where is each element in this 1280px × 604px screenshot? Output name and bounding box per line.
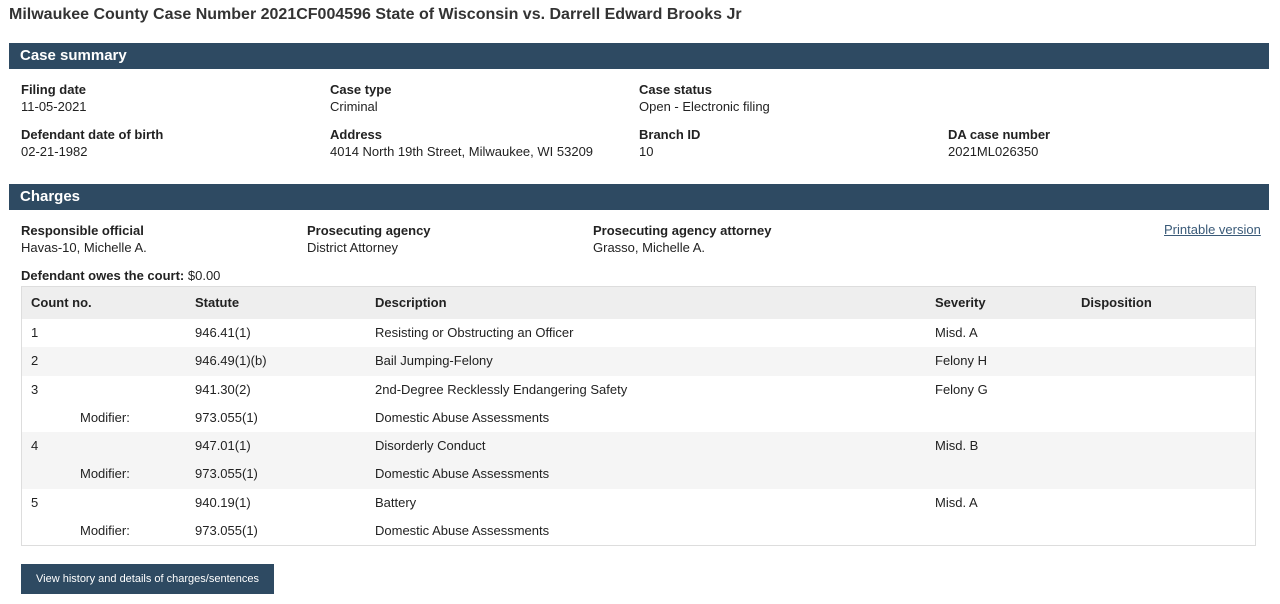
- address-field: [330, 127, 593, 160]
- court-balance: [21, 268, 220, 283]
- table-row-modifier: [22, 517, 1255, 545]
- printable-version-link[interactable]: Printable version: [1164, 222, 1261, 237]
- description-cell: Bail Jumping-Felony: [375, 353, 493, 369]
- table-row: [22, 376, 1255, 404]
- count-cell: 5: [31, 494, 39, 510]
- prosecuting-agency-label: Prosecuting agency: [307, 223, 431, 238]
- court-balance-value: $0.00: [187, 268, 221, 283]
- address-label: Address: [330, 127, 383, 142]
- page-title: Milwaukee County Case Number 2021CF004596 State of Wisconsin vs. Darrell Edward Brooks Jr: [9, 6, 742, 23]
- prosecuting-agency-value: District Attorney: [307, 240, 399, 255]
- table-row-modifier: [22, 460, 1255, 488]
- branch-value: 10: [639, 144, 654, 159]
- table-row: [22, 347, 1255, 375]
- count-cell: 2: [31, 353, 39, 369]
- modifier-label: Modifier:: [80, 466, 130, 482]
- case-status-value: Open - Electronic filing: [639, 99, 770, 114]
- statute-cell: 947.01(1): [195, 438, 251, 454]
- responsible-official-label: Responsible official: [21, 223, 144, 238]
- severity-cell: Felony G: [935, 381, 988, 397]
- dob-field: [21, 127, 163, 160]
- severity-cell: Misd. A: [935, 325, 978, 340]
- description-cell: Domestic Abuse Assessments: [375, 466, 550, 482]
- severity-cell: Misd. A: [935, 494, 978, 510]
- da-case-label: DA case number: [948, 127, 1051, 142]
- table-row: [22, 489, 1255, 517]
- severity-cell: Felony H: [935, 353, 988, 369]
- case-type-label: Case type: [330, 82, 392, 97]
- modifier-label: Modifier:: [80, 523, 130, 539]
- column-header-disposition: Disposition: [1081, 295, 1152, 310]
- dob-label: Defendant date of birth: [21, 127, 164, 142]
- statute-cell: 946.49(1)(b): [195, 353, 267, 369]
- table-header-row: [22, 287, 1255, 319]
- severity-cell: Misd. B: [935, 438, 979, 454]
- dob-value: 02-21-1982: [21, 144, 88, 159]
- table-row: [22, 319, 1255, 347]
- prosecuting-attorney-field: [593, 223, 771, 256]
- description-cell: Domestic Abuse Assessments: [375, 523, 550, 539]
- prosecuting-attorney-label: Prosecuting agency attorney: [593, 223, 772, 238]
- branch-field: [639, 127, 700, 160]
- case-type-value: Criminal: [330, 99, 378, 114]
- column-header-description: Description: [375, 295, 447, 310]
- count-cell: 4: [31, 438, 39, 454]
- filing-date-field: [21, 82, 87, 115]
- modifier-label: Modifier:: [80, 409, 130, 425]
- case-type-field: [330, 82, 391, 115]
- filing-date-value: 11-05-2021: [21, 99, 87, 114]
- responsible-official-value: Havas-10, Michelle A.: [21, 240, 147, 255]
- count-cell: 3: [31, 381, 39, 397]
- statute-cell: 940.19(1): [195, 494, 251, 510]
- da-case-field: [948, 127, 1050, 160]
- branch-label: Branch ID: [639, 127, 701, 142]
- description-cell: Battery: [375, 494, 417, 510]
- case-status-field: [639, 82, 770, 115]
- description-cell: 2nd-Degree Recklessly Endangering Safety: [375, 381, 628, 397]
- column-header-severity: Severity: [935, 295, 986, 310]
- statute-cell: 973.055(1): [195, 523, 258, 539]
- court-balance-label: Defendant owes the court:: [21, 268, 185, 283]
- column-header-statute: Statute: [195, 295, 240, 310]
- statute-cell: 941.30(2): [195, 381, 251, 397]
- charges-header: Charges: [9, 184, 1269, 210]
- description-cell: Disorderly Conduct: [375, 438, 486, 454]
- view-history-button[interactable]: View history and details of charges/sentences: [21, 564, 274, 594]
- case-summary-header: Case summary: [9, 43, 1269, 69]
- table-row: [22, 432, 1255, 460]
- filing-date-label: Filing date: [21, 82, 86, 97]
- description-cell: Resisting or Obstructing an Officer: [375, 325, 574, 340]
- responsible-official-field: [21, 223, 147, 256]
- statute-cell: 973.055(1): [195, 466, 258, 482]
- statute-cell: 946.41(1): [195, 325, 251, 340]
- count-cell: 1: [31, 325, 39, 340]
- prosecuting-attorney-value: Grasso, Michelle A.: [593, 240, 705, 255]
- column-header-count: Count no.: [31, 295, 92, 310]
- address-value: 4014 North 19th Street, Milwaukee, WI 53209: [330, 144, 594, 159]
- table-row-modifier: [22, 404, 1255, 432]
- description-cell: Domestic Abuse Assessments: [375, 409, 550, 425]
- prosecuting-agency-field: [307, 223, 431, 256]
- charges-table: [21, 286, 1256, 546]
- da-case-value: 2021ML026350: [948, 144, 1039, 159]
- statute-cell: 973.055(1): [195, 409, 258, 425]
- case-status-label: Case status: [639, 82, 712, 97]
